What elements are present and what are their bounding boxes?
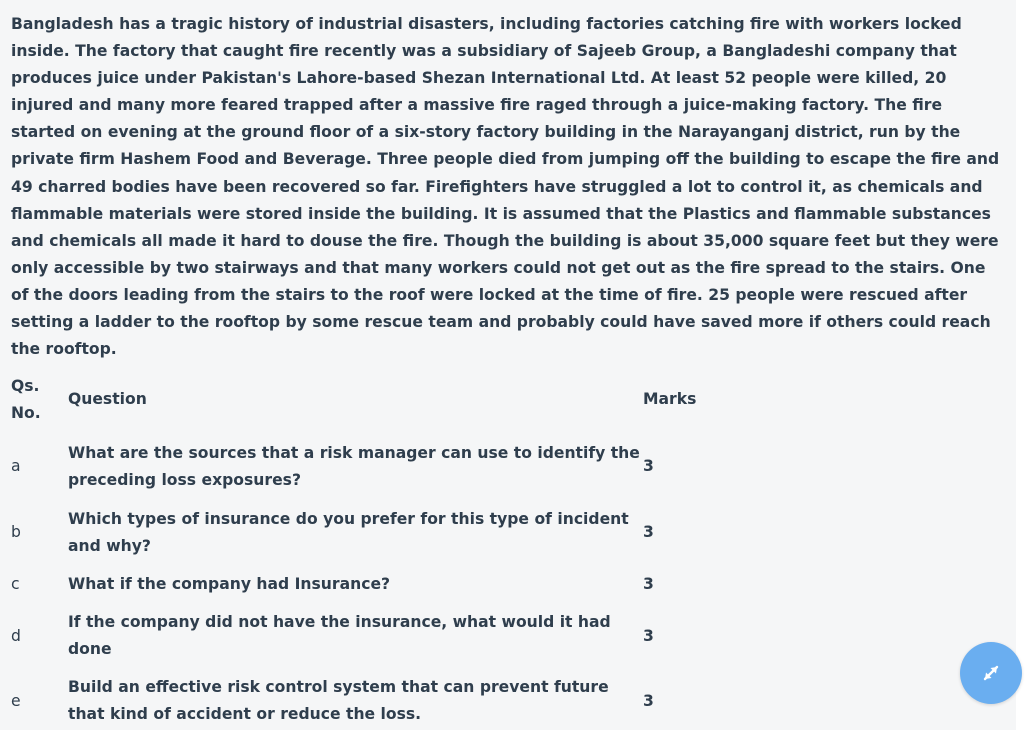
question-text: If the company did not have the insurance, what would it had done bbox=[68, 613, 611, 658]
expand-arrows-icon bbox=[980, 662, 1002, 684]
question-number: b bbox=[11, 523, 21, 541]
table-row bbox=[0, 561, 723, 607]
table-header-row bbox=[0, 370, 723, 429]
question-marks: 3 bbox=[643, 691, 654, 710]
table-row bbox=[0, 665, 723, 737]
header-question: Question bbox=[68, 390, 147, 408]
question-text: What are the sources that a risk manager can use to identify the preceding loss exposures? bbox=[68, 443, 640, 489]
question-number: d bbox=[11, 626, 21, 645]
table-row bbox=[0, 429, 723, 504]
question-marks: 3 bbox=[643, 626, 654, 645]
question-marks: 3 bbox=[643, 574, 654, 593]
question-number: e bbox=[11, 691, 21, 710]
case-passage: Bangladesh has a tragic history of industrial disasters, including factories catching fire with workers locked inside. The factory that caught fire recently was a subsidiary of Sajeeb Group, a Bangladeshi company that produces juice under Pakistan's Lahore-based Shezan International Ltd. At least 52 people were killed, 20 injured and many more feared trapped after a massive fire raged through a juice-making factory. The fire started on evening at the ground floor of a six-story factory building in the Narayanganj district, run by the private firm Hashem Food and Beverage. Three people died from jumping off the building to escape the fire and 49 charred bodies have been recovered so far. Firefighters have struggled a lot to control it, as chemicals and flammable materials were stored inside the building. It is assumed that the Plastics and flammable substances and chemicals all made it hard to douse the fire. Though the building is about 35,000 square feet but they were only accessible by two stairways and that many workers could not get out as the fire spread to the stairs. One of the doors leading from the stairs to the roof were locked at the time of fire. 25 people were rescued after setting a ladder to the rooftop by some rescue team and probably could have saved more if others could reach the rooftop. bbox=[11, 15, 1000, 359]
question-text: Build an effective risk control system that can prevent future that kind of accident or reduce the loss. bbox=[68, 678, 609, 723]
expand-button[interactable] bbox=[960, 642, 1022, 704]
question-number: a bbox=[11, 457, 21, 475]
question-text: What if the company had Insurance? bbox=[68, 574, 391, 593]
header-qs-no: Qs. No. bbox=[11, 376, 41, 422]
table-row bbox=[0, 504, 723, 561]
table-row bbox=[0, 607, 723, 665]
question-number: c bbox=[11, 574, 20, 593]
question-text: Which types of insurance do you prefer for this type of incident and why? bbox=[68, 509, 629, 555]
question-marks: 3 bbox=[643, 523, 654, 541]
questions-table bbox=[0, 370, 723, 737]
header-marks: Marks bbox=[643, 390, 697, 408]
question-marks: 3 bbox=[643, 457, 654, 475]
